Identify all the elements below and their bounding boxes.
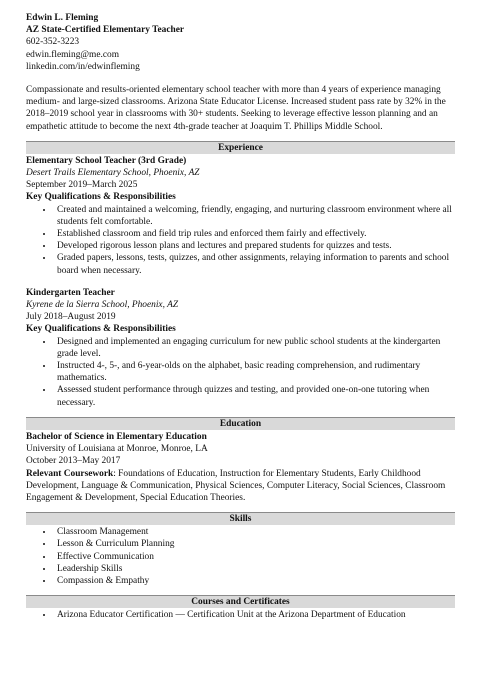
coursework-text: : Foundations of Education, Instruction for Elementary Students, Early Childhood Development, Language & Communication, Physical Sciences, Computer Literacy, Social Sciences, Classroom Engagement & Development, Special Education Theories. (26, 468, 446, 503)
list-item: • Established classroom and field trip rules and enforced them fairly and effectively. (54, 228, 455, 240)
school-name: University of Louisiana at Monroe, Monroe, LA (26, 444, 208, 455)
courses-heading: Courses and Certificates (26, 595, 455, 608)
job-dates: July 2018–August 2019 (26, 312, 116, 323)
list-item: • Designed and implemented an engaging curriculum for new public school students at the kindergarten grade level. (54, 336, 455, 360)
list-item: • Effective Communication (54, 551, 455, 563)
job-dates: September 2019–March 2025 (26, 180, 138, 191)
education-heading: Education (26, 417, 455, 430)
candidate-name: Edwin L. Fleming (26, 13, 99, 23)
job-bullets (26, 204, 455, 277)
list-item: • Developed rigorous lesson plans and lectures and prepared students for quizzes and tests. (54, 240, 455, 252)
skills-list (26, 526, 455, 587)
education-entry (26, 431, 455, 504)
list-item: • Lesson & Curriculum Planning (54, 538, 455, 550)
candidate-title: AZ State-Certified Elementary Teacher (26, 25, 185, 36)
job-entry (26, 155, 455, 277)
list-item: • Classroom Management (54, 526, 455, 538)
job-subheading: Key Qualifications & Responsibilities (26, 324, 176, 335)
list-item: • Leadership Skills (54, 563, 455, 575)
list-item: • Assessed student performance through quizzes and testing, and provided one-on-one tutoring when necessary. (54, 384, 455, 408)
list-item: • Compassion & Empathy (54, 575, 455, 587)
job-bullets (26, 336, 455, 409)
education-dates: October 2013–May 2017 (26, 456, 121, 467)
experience-heading: Experience (26, 141, 455, 154)
coursework-label: Relevant Coursework (26, 468, 114, 479)
job-role: Kindergarten Teacher (26, 287, 115, 298)
skills-heading: Skills (26, 512, 455, 525)
job-employer: Kyrene de la Sierra School, Phoenix, AZ (26, 300, 179, 311)
job-subheading: Key Qualifications & Responsibilities (26, 192, 176, 203)
coursework (26, 468, 455, 505)
phone-number: 602-352-3223 (26, 37, 80, 48)
linkedin-url: linkedin.com/in/edwinfleming (26, 61, 140, 72)
contact-block (26, 12, 455, 73)
degree-name: Bachelor of Science in Elementary Education (26, 431, 207, 442)
job-employer: Desert Trails Elementary School, Phoenix, AZ (26, 168, 200, 179)
list-item: • Instructed 4-, 5-, and 6-year-olds on the alphabet, basic reading comprehension, and rudimentary mathematics. (54, 360, 455, 384)
job-role: Elementary School Teacher (3rd Grade) (26, 155, 187, 166)
job-entry (26, 287, 455, 409)
list-item: • Arizona Educator Certification — Certification Unit at the Arizona Department of Education (54, 609, 455, 621)
summary-paragraph: Compassionate and results-oriented elementary school teacher with more than 4 years of experience managing medium- and large-sized classrooms. Arizona State Educator License. Increased student pass rate by 32% in the 2018–2019 school year in classrooms with 30+ students. Seeking to leverage effective lesson planning and an empathetic attitude to become the next 4th-grade teacher at Joaquim T. Phillips Middle School. (26, 85, 446, 132)
email-address: edwin.fleming@me.com (26, 49, 119, 60)
courses-list (26, 609, 455, 621)
list-item: • Created and maintained a welcoming, friendly, engaging, and nurturing classroom environment where all students felt comfortable. (54, 204, 455, 228)
list-item: • Graded papers, lessons, tests, quizzes, and other assignments, relaying information to parents and school board when necessary. (54, 252, 455, 276)
